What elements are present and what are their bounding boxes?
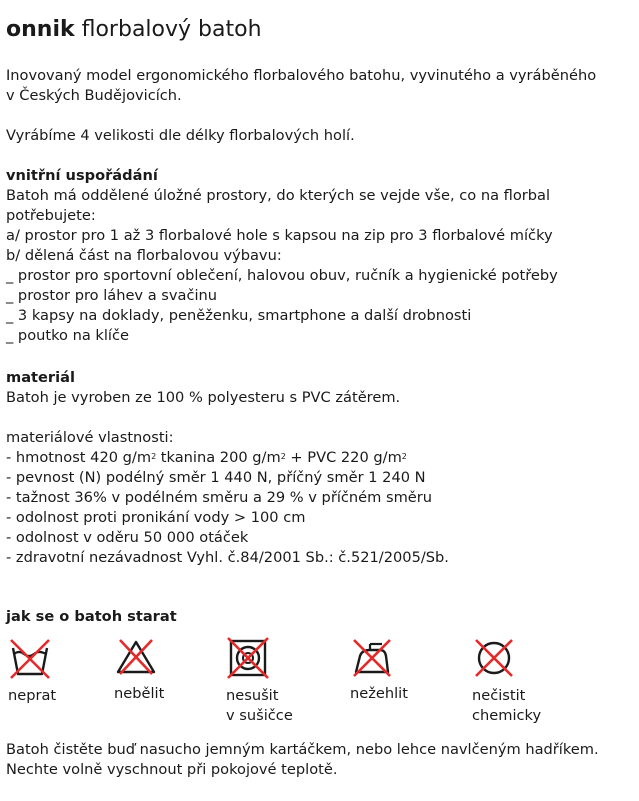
properties-heading: materiálové vlastnosti:: [6, 429, 174, 446]
care-label: nečistit chemicky: [472, 687, 542, 724]
layout-line: _ prostor pro láhev a svačinu: [6, 287, 218, 304]
care-footer: [6, 740, 636, 780]
care-label: nesušit v sušičce: [226, 687, 293, 724]
layout-line: Batoh má oddělené úložné prostory, do kterých se vejde vše, co na florbal: [6, 187, 551, 204]
layout-line: _ 3 kapsy na doklady, peněženku, smartphone a další drobnosti: [6, 307, 472, 324]
property-line: - odolnost proti pronikání vody > 100 cm: [6, 509, 306, 526]
care-item-no-iron: [350, 636, 470, 704]
no-tumble-dry-icon: [226, 636, 270, 680]
layout-section: [6, 166, 636, 346]
care-item-no-dry-clean: [472, 636, 592, 726]
layout-line: a/ prostor pro 1 až 3 florbalové hole s kapsou na zip pro 3 florbalové míčky: [6, 227, 553, 244]
brand-name: onnik: [6, 17, 75, 42]
property-weight: - hmotnost 420 $g/m^2$ tkanina 200 $g/m^2$ + PVC 220 $g/m^2$: [6, 449, 407, 466]
care-icons: [6, 636, 636, 736]
care-footer-line: Nechte volně vyschnout při pokojové teplotě.: [6, 761, 338, 778]
care-label: nežehlit: [350, 685, 408, 702]
intro-paragraph: [6, 66, 636, 106]
no-wash-icon: [8, 636, 52, 680]
layout-line: b/ dělená část na florbalovou výbavu:: [6, 247, 282, 264]
intro-line: Inovovaný model ergonomického florbalového batohu, vyvinutého a vyráběného: [6, 67, 597, 84]
care-label: nebělit: [114, 685, 165, 702]
care-item-no-tumble-dry: [226, 636, 346, 726]
care-label: neprat: [8, 687, 57, 704]
title-rest: florbalový batoh: [74, 17, 262, 42]
care-footer-line: Batoh čistěte buď nasucho jemným kartáčkem, nebo lehce navlčeným hadříkem.: [6, 741, 599, 758]
property-line: - odolnost v oděru 50 000 otáček: [6, 529, 249, 546]
property-line: - pevnost (N) podélný směr 1 440 N, příčný směr 1 240 N: [6, 469, 426, 486]
sizes-paragraph: [6, 126, 636, 146]
material-properties: [6, 428, 636, 568]
no-bleach-icon: [114, 636, 158, 680]
care-item-no-bleach: [114, 636, 234, 704]
sizes-text: Vyrábíme 4 velikosti dle délky florbalových holí.: [6, 127, 355, 144]
intro-line: v Českých Budějovicích.: [6, 87, 182, 104]
layout-line: _ prostor pro sportovní oblečení, halovou obuv, ručník a hygienické potřeby: [6, 267, 558, 284]
material-section: [6, 368, 636, 408]
no-iron-icon: [350, 636, 394, 680]
no-dry-clean-icon: [472, 636, 516, 680]
layout-line: _ poutko na klíče: [6, 327, 129, 344]
property-line: - zdravotní nezávadnost Vyhl. č.84/2001 Sb.: č.521/2005/Sb.: [6, 549, 449, 566]
property-line: - tažnost 36% v podélném směru a 29 % v příčném směru: [6, 489, 433, 506]
care-section: [6, 607, 636, 627]
material-heading: materiál: [6, 369, 75, 386]
page-title: [6, 16, 262, 44]
care-item-no-wash: [8, 636, 128, 706]
material-text: Batoh je vyroben ze 100 % polyesteru s PVC zátěrem.: [6, 389, 401, 406]
layout-heading: vnitřní uspořádání: [6, 167, 158, 184]
care-heading: jak se o batoh starat: [6, 608, 177, 625]
layout-line: potřebujete:: [6, 207, 96, 224]
